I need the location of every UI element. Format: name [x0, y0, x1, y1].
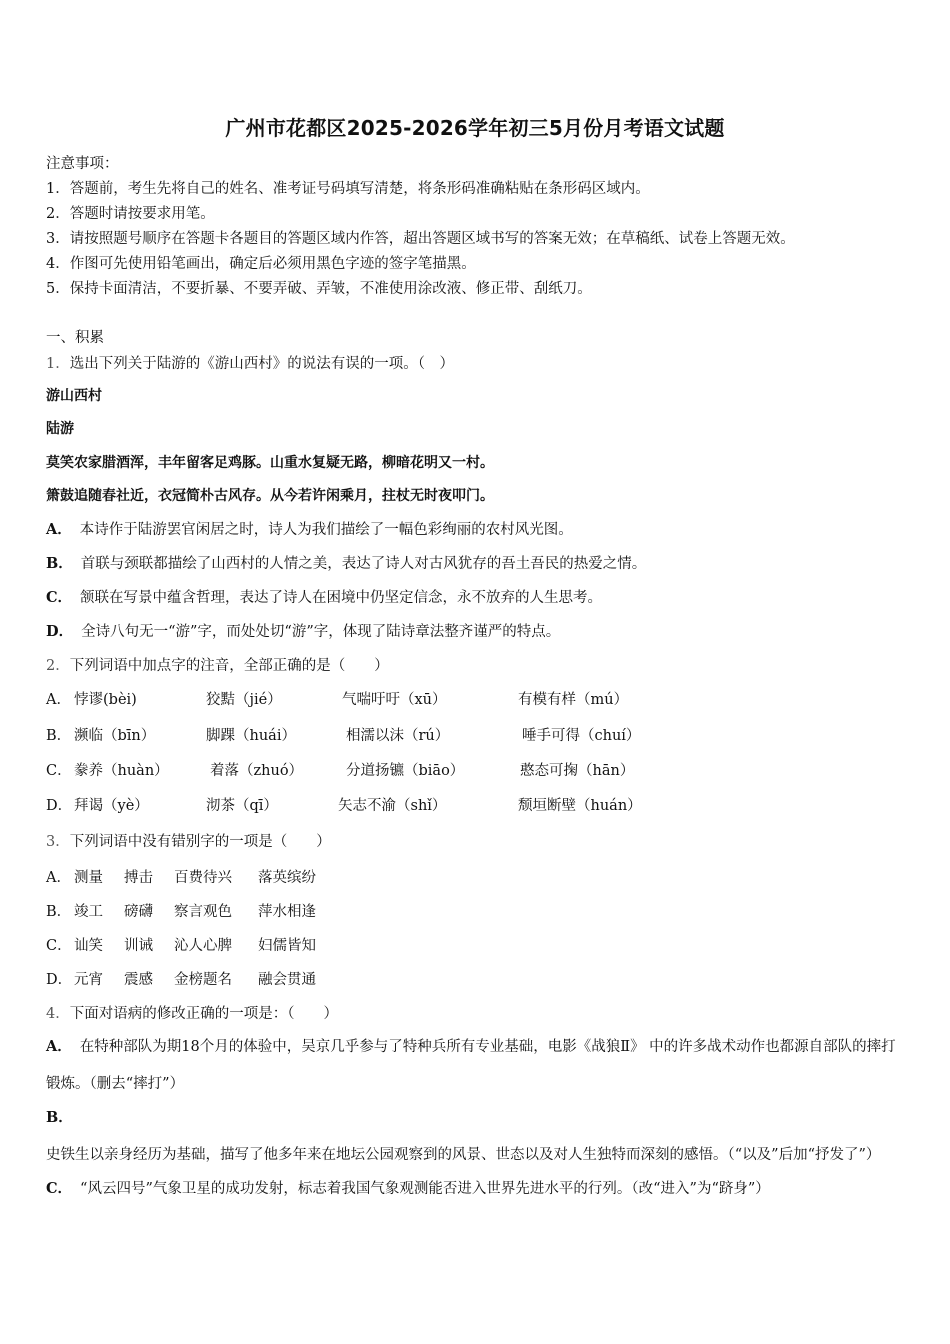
poem-line: 箫鼓追随春社近，衣冠简朴古风存。从今若许闲乘月，拄杖无时夜叩门。 [46, 488, 494, 504]
option-text: “风云四号”气象卫星的成功发射，标志着我国气象观测能否进入世界先进水平的行列。（改“进入”为“跻身”） [80, 1181, 770, 1197]
option-cell: 磅礴 [124, 904, 153, 920]
note-item: 2．答题时请按要求用笔。 [46, 206, 215, 222]
option-cell: 震感 [124, 972, 153, 988]
option-letter: A． [46, 521, 72, 538]
note-item: 5．保持卡面清洁，不要折暴、不要弄破、弄皱，不准使用涂改液、修正带、刮纸刀。 [46, 281, 592, 297]
option-cell: 竣工 [74, 904, 103, 920]
option-cell: 脚踝（huái） [206, 728, 296, 744]
option-letter: B． [46, 728, 72, 744]
question-number: 1． [46, 356, 70, 372]
option-b [46, 552, 646, 573]
option-cell: 颓垣断壁（huán） [518, 798, 642, 814]
question-stem: 下列词语中加点字的注音，全部正确的是（ ） [69, 658, 389, 674]
option-cell: 有模有样（mú） [518, 692, 629, 708]
option-cell: 沁人心脾 [174, 938, 232, 954]
page-title: 广州市花都区2025-2026学年初三5月份月考语文试题 [225, 116, 725, 140]
poem-line: 莫笑农家腊酒浑，丰年留客足鸡豚。山重水复疑无路，柳暗花明又一村。 [46, 455, 494, 471]
option-cell: 拜谒（yè） [74, 798, 149, 814]
poem-author: 陆游 [46, 421, 74, 437]
option-letter: A． [46, 692, 71, 708]
option-cell: 濒临（bīn） [74, 728, 156, 744]
option-c [46, 1170, 908, 1208]
option-cell: 矢志不渝（shǐ） [338, 798, 447, 814]
question-2 [46, 654, 389, 675]
option-letter: B． [46, 555, 73, 572]
notes-heading: 注意事项： [46, 156, 119, 172]
option-cell: 萍水相逢 [258, 904, 316, 920]
option-cell: 融会贯通 [258, 972, 316, 988]
option-a [46, 1028, 908, 1103]
option-cell: 相濡以沫（rú） [346, 728, 450, 744]
option-cell: 唾手可得（chuí） [522, 728, 641, 744]
option-cell: 讪笑 [74, 938, 103, 954]
option-letter: D． [46, 623, 74, 640]
question-number: 4． [46, 1006, 70, 1022]
option-cell: 气喘吁吁（xū） [342, 692, 447, 708]
option-text: 颔联在写景中蕴含哲理，表达了诗人在困境中仍坚定信念，永不放弃的人生思考。 [80, 590, 603, 606]
option-letter: A． [46, 870, 71, 886]
option-b [46, 1099, 908, 1174]
option-cell: 着落（zhuó） [210, 763, 304, 779]
option-letter: B． [46, 904, 72, 920]
option-text: 本诗作于陆游罢官闲居之时，诗人为我们描绘了一幅色彩绚丽的农村风光图。 [79, 522, 573, 538]
note-item: 1．答题前，考生先将自己的姓名、准考证号码填写清楚，将条形码准确粘贴在条形码区域内。 [46, 181, 650, 197]
question-1 [46, 352, 454, 373]
option-cell: 落英缤纷 [258, 870, 316, 886]
option-cell: 百费待兴 [174, 870, 232, 886]
option-a [46, 518, 573, 539]
question-stem: 选出下列关于陆游的《游山西村》的说法有误的一项。（ ） [69, 356, 454, 372]
option-cell: 憨态可掬（hān） [520, 763, 635, 779]
option-letter: C． [46, 763, 72, 779]
option-text: 史铁生以亲身经历为基础，描写了他多年来在地坛公园观察到的风景、世态以及对人生独特而深刻的感悟。（“以及”后加“抒发了”） [46, 1147, 881, 1163]
poem-title: 游山西村 [46, 388, 102, 404]
question-number: 3． [46, 834, 70, 850]
option-cell: 豢养（huàn） [74, 763, 169, 779]
option-text: 在特种部队为期18个月的体验中，吴京几乎参与了特种兵所有专业基础，电影《战狼Ⅱ》 中的许多战术动作也都源自部队的摔打锻炼。（删去“摔打”） [46, 1039, 896, 1092]
option-letter: D． [46, 972, 73, 988]
question-stem: 下面对语病的修改正确的一项是：（ ） [69, 1006, 338, 1022]
option-cell: 搏击 [124, 870, 153, 886]
note-item: 4．作图可先使用铅笔画出，确定后必须用黑色字迹的签字笔描黑。 [46, 256, 476, 272]
option-cell: 狡黠（jié） [206, 692, 282, 708]
option-cell: 悖谬(bèi) [74, 692, 137, 708]
option-cell: 金榜题名 [174, 972, 232, 988]
option-cell: 察言观色 [174, 904, 232, 920]
option-letter: A． [46, 1038, 72, 1055]
note-item: 3．请按照题号顺序在答题卡各题目的答题区域内作答，超出答题区域书写的答案无效；在草稿纸、试卷上答题无效。 [46, 231, 795, 247]
option-cell: 训诫 [124, 938, 153, 954]
option-c [46, 586, 602, 607]
question-stem: 下列词语中没有错别字的一项是（ ） [69, 834, 331, 850]
option-cell: 测量 [74, 870, 103, 886]
option-d [46, 620, 560, 641]
option-cell: 分道扬镳（biāo） [346, 763, 465, 779]
option-letter: B． [46, 1109, 73, 1126]
option-letter: C． [46, 589, 73, 606]
question-number: 2． [46, 658, 70, 674]
option-cell: 妇儒皆知 [258, 938, 316, 954]
option-letter: D． [46, 798, 73, 814]
option-text: 全诗八句无一“游”字，而处处切“游”字，体现了陆诗章法整齐谨严的特点。 [81, 624, 561, 640]
question-4 [46, 1002, 338, 1023]
option-text: 首联与颈联都描绘了山西村的人情之美，表达了诗人对古风犹存的吾土吾民的热爱之情。 [80, 556, 647, 572]
option-cell: 元宵 [74, 972, 103, 988]
section-heading: 一、积累 [46, 330, 104, 346]
option-letter: C． [46, 938, 72, 954]
option-letter: C． [46, 1180, 73, 1197]
question-3 [46, 830, 331, 851]
option-cell: 沏茶（qī） [206, 798, 278, 814]
